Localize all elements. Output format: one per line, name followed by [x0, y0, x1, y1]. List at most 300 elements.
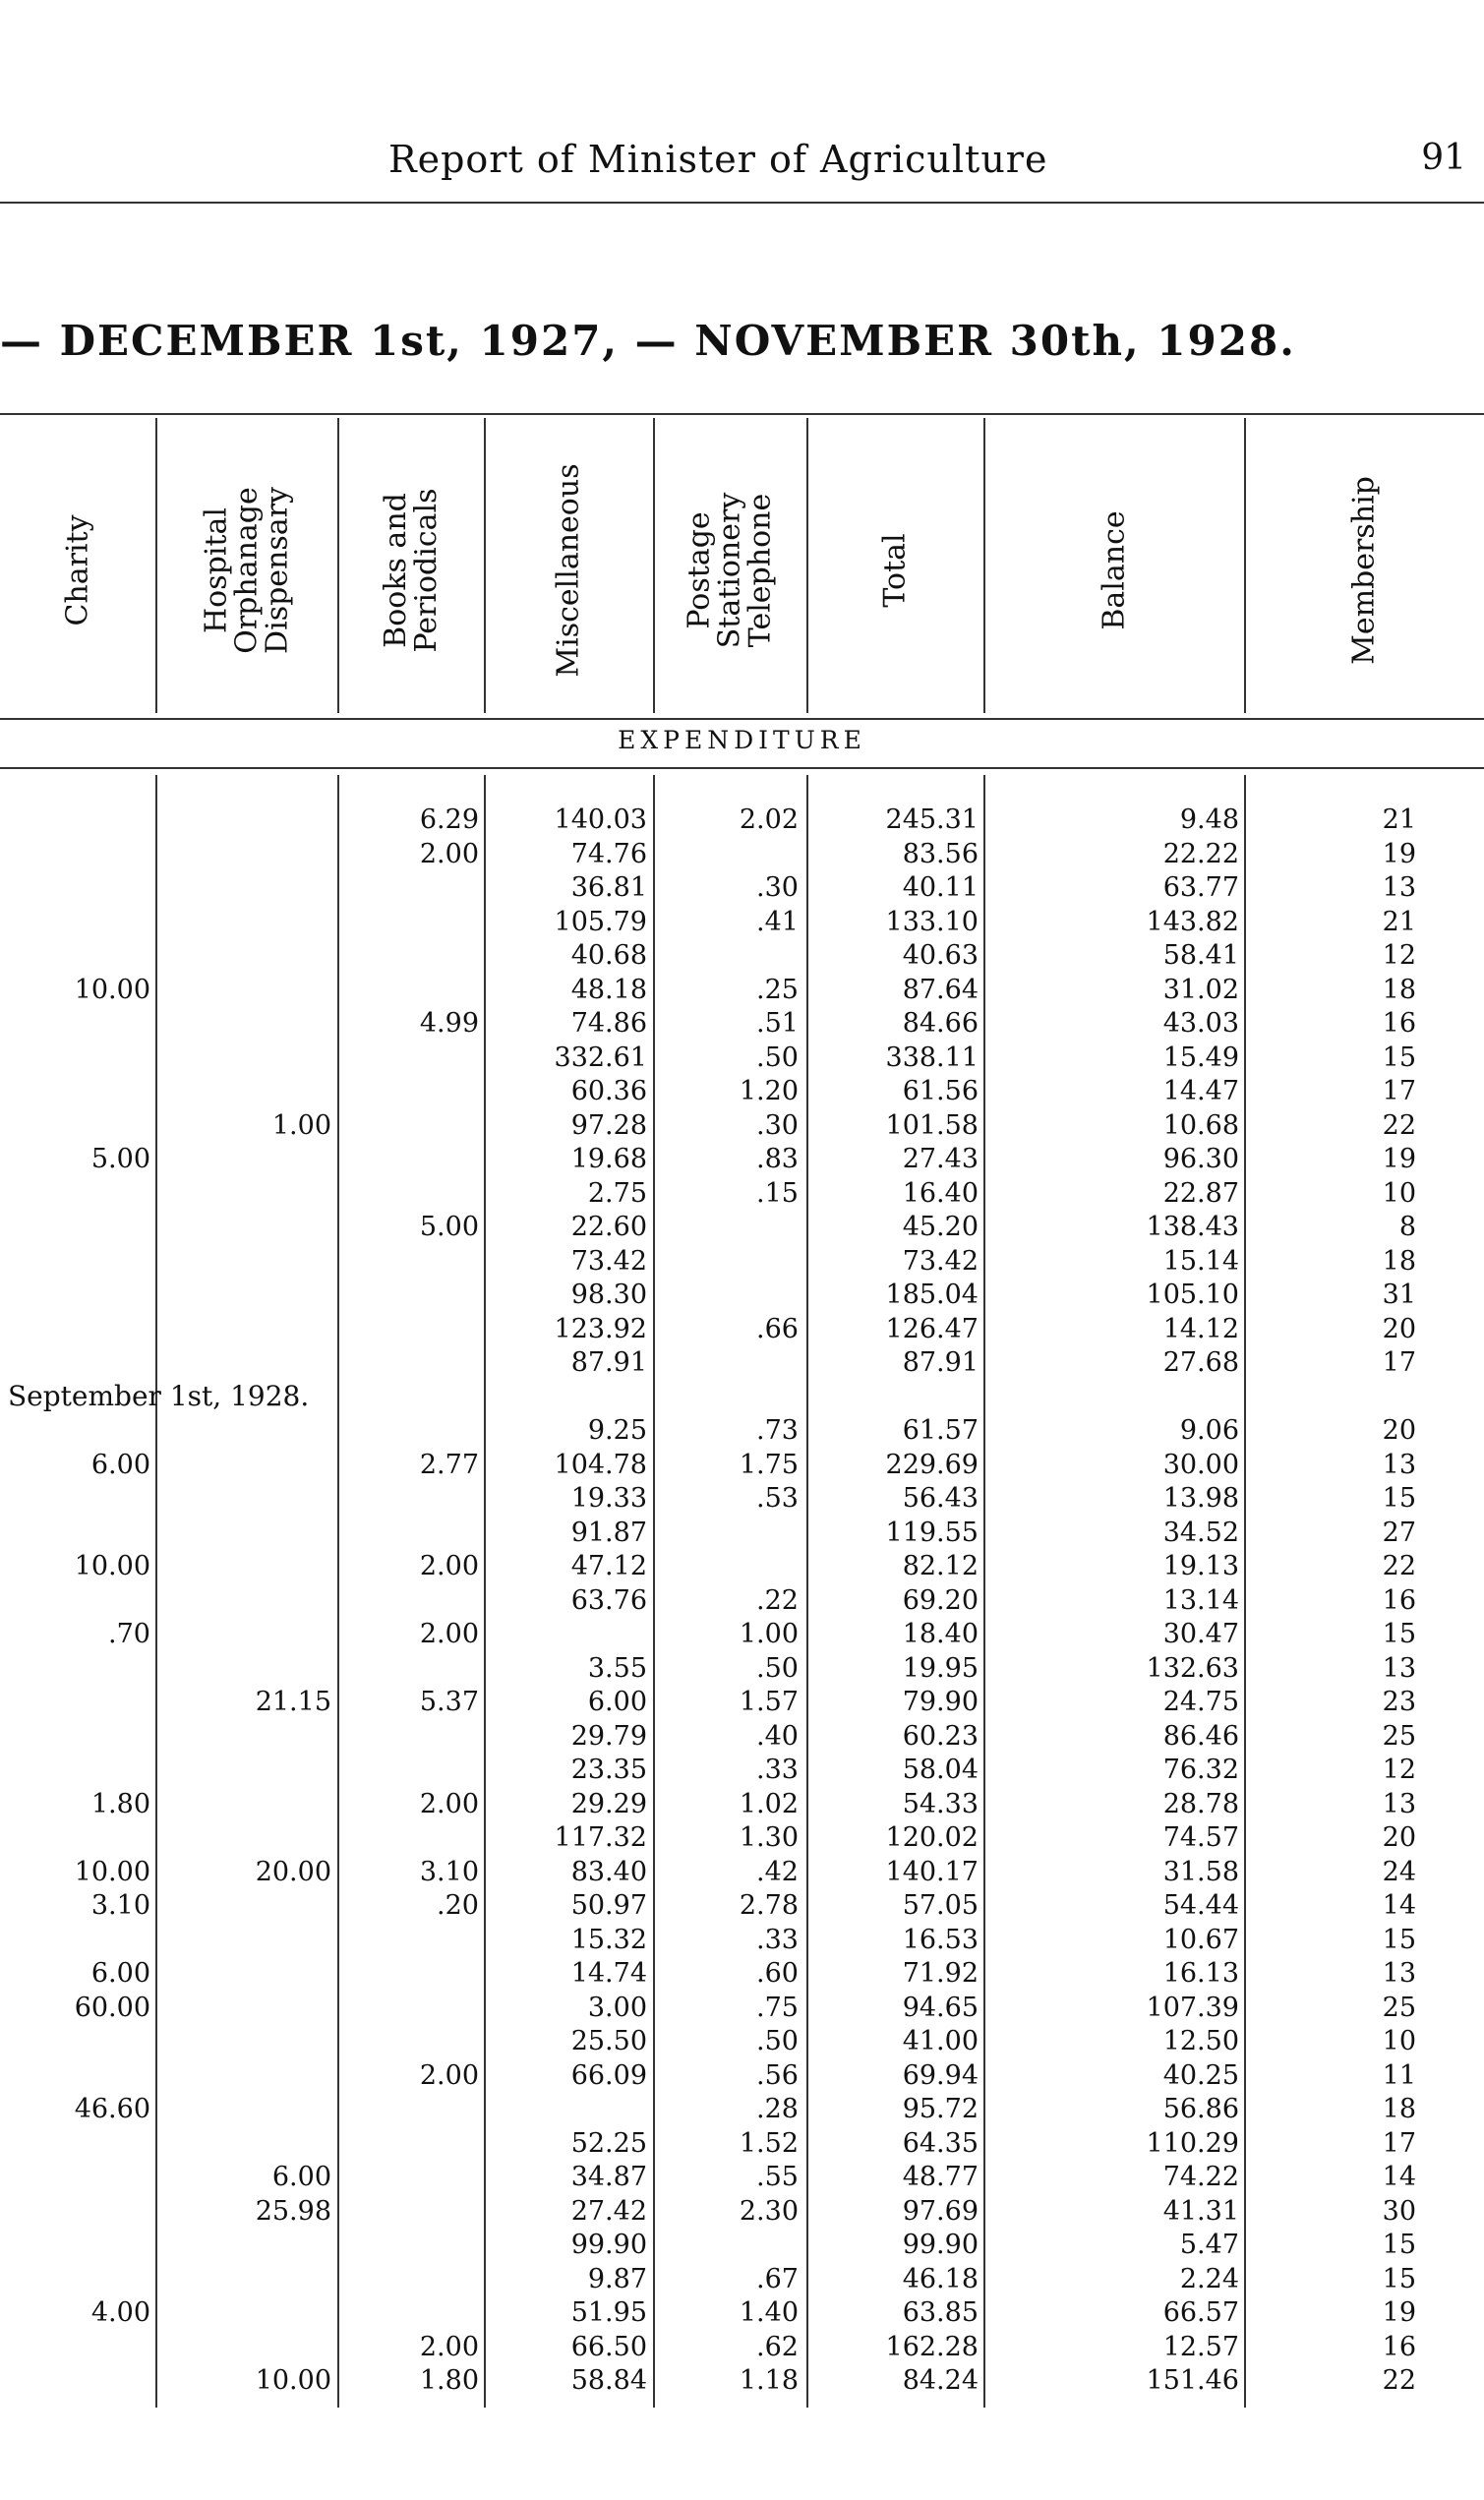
section-label: EXPENDITURE	[618, 726, 866, 754]
table-row	[0, 1789, 1484, 1823]
cell-membership: 13	[1382, 872, 1416, 903]
cell-postage: .40	[756, 1720, 799, 1752]
cell-balance: 9.48	[1179, 804, 1239, 835]
cell-balance: 34.52	[1162, 1517, 1239, 1548]
cell-membership: 24	[1382, 1856, 1416, 1887]
cell-balance: 151.46	[1146, 2365, 1239, 2396]
cell-membership: 12	[1382, 1755, 1416, 1785]
cell-miscellaneous: 29.79	[570, 1720, 647, 1752]
cell-balance: 10.67	[1162, 1924, 1239, 1955]
table-row	[0, 1076, 1484, 1110]
cell-postage: .33	[756, 1924, 799, 1955]
cell-hospital: 6.00	[271, 2162, 331, 2192]
cell-balance: 54.44	[1162, 1890, 1239, 1921]
cell-membership: 15	[1382, 1042, 1416, 1073]
cell-books: 5.00	[419, 1212, 479, 1242]
header-rule	[0, 202, 1484, 204]
cell-membership: 23	[1382, 1687, 1416, 1717]
table-row	[0, 2128, 1484, 2163]
cell-balance: 43.03	[1162, 1008, 1239, 1039]
cell-balance: 110.29	[1146, 2127, 1239, 2159]
cell-membership: 16	[1382, 2331, 1416, 2362]
cell-postage: .75	[756, 1992, 799, 2023]
cell-balance: 22.22	[1162, 838, 1239, 869]
cell-books: 2.00	[419, 1551, 479, 1581]
cell-balance: 28.78	[1162, 1788, 1239, 1819]
cell-balance: 30.47	[1162, 1619, 1239, 1649]
cell-total: 245.31	[885, 804, 979, 835]
cell-miscellaneous: 3.00	[587, 1992, 647, 2023]
cell-balance: 66.57	[1162, 2297, 1239, 2328]
table-row	[0, 2264, 1484, 2298]
cell-balance: 143.82	[1146, 906, 1239, 937]
cell-miscellaneous: 74.86	[570, 1008, 647, 1039]
cell-postage: 2.02	[739, 804, 799, 835]
cell-charity: 60.00	[74, 1992, 150, 2023]
cell-miscellaneous: 105.79	[554, 906, 647, 937]
cell-miscellaneous: 74.76	[570, 838, 647, 869]
cell-balance: 13.98	[1162, 1483, 1239, 1514]
cell-total: 56.43	[902, 1483, 979, 1514]
table-row	[0, 1450, 1484, 1484]
cell-postage: .30	[756, 1109, 799, 1141]
cell-postage: .73	[756, 1415, 799, 1446]
cell-balance: 56.86	[1162, 2094, 1239, 2124]
cell-charity: 6.00	[90, 1958, 150, 1989]
header-miscellaneous	[484, 423, 653, 718]
table-row	[0, 1483, 1484, 1518]
cell-total: 61.56	[902, 1076, 979, 1106]
cell-membership: 13	[1382, 1788, 1416, 1819]
cell-balance: 63.77	[1162, 872, 1239, 903]
table-row	[0, 1687, 1484, 1721]
page-title: Report of Minister of Agriculture	[388, 138, 1048, 181]
cell-total: 84.24	[902, 2365, 979, 2396]
cell-total: 73.42	[902, 1245, 979, 1277]
cell-miscellaneous: 63.76	[570, 1584, 647, 1616]
cell-membership: 21	[1382, 906, 1416, 937]
cell-books: 2.00	[419, 2059, 479, 2091]
cell-membership: 18	[1382, 1245, 1416, 1277]
cell-postage: .30	[756, 872, 799, 903]
header-column-rule	[806, 418, 808, 713]
cell-miscellaneous: 123.92	[554, 1313, 647, 1344]
cell-postage: 1.40	[739, 2297, 799, 2328]
cell-books: 2.77	[419, 1449, 479, 1480]
section-rule	[0, 767, 1484, 769]
cell-total: 27.43	[902, 1144, 979, 1174]
cell-charity: 10.00	[74, 1856, 150, 1887]
cell-membership: 8	[1398, 1212, 1416, 1242]
header-total-label: Total	[877, 533, 913, 608]
cell-miscellaneous: 25.50	[570, 2026, 647, 2056]
cell-balance: 31.58	[1162, 1856, 1239, 1887]
cell-balance: 27.68	[1162, 1347, 1239, 1378]
cell-postage: 1.02	[739, 1788, 799, 1819]
cell-miscellaneous: 99.90	[570, 2230, 647, 2260]
cell-total: 57.05	[902, 1890, 979, 1921]
cell-postage: .56	[756, 2059, 799, 2091]
cell-membership: 15	[1382, 1483, 1416, 1514]
cell-membership: 18	[1382, 974, 1416, 1005]
cell-postage: .15	[756, 1177, 799, 1209]
table-row	[0, 1890, 1484, 1925]
table-row	[0, 1008, 1484, 1042]
cell-balance: 12.57	[1162, 2331, 1239, 2362]
cell-total: 46.18	[902, 2263, 979, 2294]
cell-membership: 19	[1382, 838, 1416, 869]
cell-postage: .53	[756, 1483, 799, 1514]
cell-balance: 9.06	[1179, 1415, 1239, 1446]
cell-membership: 27	[1382, 1517, 1416, 1548]
table-row	[0, 1585, 1484, 1620]
cell-balance: 12.50	[1162, 2026, 1239, 2056]
cell-membership: 19	[1382, 1144, 1416, 1174]
cell-postage: 1.52	[739, 2127, 799, 2159]
cell-total: 95.72	[902, 2094, 979, 2124]
cell-balance: 10.68	[1162, 1109, 1239, 1141]
cell-miscellaneous: 91.87	[570, 1517, 647, 1548]
page-header	[0, 138, 1484, 197]
table-row	[0, 975, 1484, 1009]
table-row	[0, 907, 1484, 941]
cell-total: 69.94	[902, 2059, 979, 2091]
header-hospital-label: Hospital Orphanage Dispensary	[199, 487, 294, 654]
cell-postage: 1.75	[739, 1449, 799, 1480]
cell-charity: 1.80	[90, 1788, 150, 1819]
cell-membership: 12	[1382, 940, 1416, 971]
cell-total: 87.64	[902, 974, 979, 1005]
cell-miscellaneous: 98.30	[570, 1280, 647, 1310]
cell-postage: 2.30	[739, 2195, 799, 2227]
cell-miscellaneous: 47.12	[570, 1551, 647, 1581]
cell-total: 61.57	[902, 1415, 979, 1446]
cell-balance: 5.47	[1179, 2230, 1239, 2260]
cell-total: 120.02	[885, 1822, 979, 1853]
cell-postage: 2.78	[739, 1890, 799, 1921]
cell-charity: 6.00	[90, 1449, 150, 1480]
cell-hospital: 20.00	[255, 1856, 331, 1887]
cell-postage: .50	[756, 1042, 799, 1073]
cell-membership: 22	[1382, 2365, 1416, 2396]
table-row	[0, 1993, 1484, 2027]
cell-miscellaneous: 19.33	[570, 1483, 647, 1514]
cell-total: 19.95	[902, 1652, 979, 1684]
cell-membership: 16	[1382, 1008, 1416, 1039]
cell-balance: 76.32	[1162, 1755, 1239, 1785]
header-balance-label: Balance	[1097, 510, 1131, 630]
cell-postage: .51	[756, 1008, 799, 1039]
cell-membership: 20	[1382, 1415, 1416, 1446]
cell-total: 45.20	[902, 1212, 979, 1242]
cell-membership: 13	[1382, 1958, 1416, 1989]
cell-total: 229.69	[885, 1449, 979, 1480]
cell-membership: 11	[1382, 2059, 1416, 2091]
cell-miscellaneous: 87.91	[570, 1347, 647, 1378]
table-row	[0, 1314, 1484, 1348]
cell-balance: 96.30	[1162, 1144, 1239, 1174]
table-row	[0, 1518, 1484, 1552]
cell-miscellaneous: 73.42	[570, 1245, 647, 1277]
cell-charity: 10.00	[74, 974, 150, 1005]
table-row	[0, 2162, 1484, 2196]
cell-miscellaneous: 36.81	[570, 872, 647, 903]
cell-miscellaneous: 19.68	[570, 1144, 647, 1174]
cell-hospital: 25.98	[255, 2195, 331, 2227]
cell-hospital: 21.15	[255, 1687, 331, 1717]
cell-total: 40.63	[902, 940, 979, 971]
cell-total: 41.00	[902, 2026, 979, 2056]
cell-postage: .62	[756, 2331, 799, 2362]
cell-miscellaneous: 66.50	[570, 2331, 647, 2362]
cell-balance: 13.14	[1162, 1584, 1239, 1616]
cell-charity: 46.60	[74, 2094, 150, 2124]
table-row	[0, 1347, 1484, 1382]
cell-balance: 2.24	[1179, 2263, 1239, 2294]
table-row	[0, 2094, 1484, 2128]
table-row	[0, 1212, 1484, 1246]
cell-balance: 86.46	[1162, 1720, 1239, 1752]
table-row	[0, 804, 1484, 839]
cell-total: 133.10	[885, 906, 979, 937]
header-books-label: Books and Periodicals	[378, 488, 444, 653]
cell-balance: 107.39	[1146, 1992, 1239, 2023]
cell-balance: 24.75	[1162, 1687, 1239, 1717]
cell-books: 6.29	[419, 804, 479, 835]
cell-balance: 15.49	[1162, 1042, 1239, 1073]
table-row	[0, 2332, 1484, 2366]
cell-membership: 22	[1382, 1109, 1416, 1141]
cell-books: 2.00	[419, 1788, 479, 1819]
header-bottom-rule	[0, 718, 1484, 720]
cell-miscellaneous: 9.87	[587, 2263, 647, 2294]
cell-miscellaneous: 117.32	[554, 1822, 647, 1853]
header-charity-label: Charity	[60, 514, 95, 626]
header-column-rule	[983, 418, 985, 713]
cell-balance: 58.41	[1162, 940, 1239, 971]
cell-total: 97.69	[902, 2195, 979, 2227]
cell-charity: 10.00	[74, 1551, 150, 1581]
cell-membership: 15	[1382, 2263, 1416, 2294]
cell-total: 82.12	[902, 1551, 979, 1581]
cell-miscellaneous: 83.40	[570, 1856, 647, 1887]
date-note: September 1st, 1928.	[8, 1379, 310, 1412]
cell-miscellaneous: 6.00	[587, 1687, 647, 1717]
cell-miscellaneous: 66.09	[570, 2059, 647, 2091]
cell-total: 338.11	[885, 1042, 979, 1073]
header-postage	[653, 423, 806, 718]
cell-total: 60.23	[902, 1720, 979, 1752]
cell-miscellaneous: 14.74	[570, 1958, 647, 1989]
cell-total: 79.90	[902, 1687, 979, 1717]
cell-membership: 17	[1382, 2127, 1416, 2159]
cell-miscellaneous: 34.87	[570, 2162, 647, 2192]
cell-total: 87.91	[902, 1347, 979, 1378]
cell-membership: 13	[1382, 1449, 1416, 1480]
cell-balance: 14.47	[1162, 1076, 1239, 1106]
cell-total: 101.58	[885, 1109, 979, 1141]
cell-total: 16.40	[902, 1177, 979, 1209]
cell-miscellaneous: 40.68	[570, 940, 647, 971]
cell-books: 4.99	[419, 1008, 479, 1039]
cell-miscellaneous: 23.35	[570, 1755, 647, 1785]
cell-miscellaneous: 104.78	[554, 1449, 647, 1480]
cell-total: 99.90	[902, 2230, 979, 2260]
cell-postage: .66	[756, 1313, 799, 1344]
cell-membership: 14	[1382, 2162, 1416, 2192]
cell-miscellaneous: 9.25	[587, 1415, 647, 1446]
table-row	[0, 2230, 1484, 2264]
table-row	[0, 1822, 1484, 1857]
cell-miscellaneous: 332.61	[554, 1042, 647, 1073]
header-column-rule	[484, 418, 486, 713]
cell-balance: 19.13	[1162, 1551, 1239, 1581]
page-number: 91	[1421, 138, 1466, 178]
cell-membership: 25	[1382, 1720, 1416, 1752]
cell-miscellaneous: 52.25	[570, 2127, 647, 2159]
header-hospital	[155, 423, 337, 718]
cell-membership: 21	[1382, 804, 1416, 835]
cell-books: 3.10	[419, 1856, 479, 1887]
cell-balance: 22.87	[1162, 1177, 1239, 1209]
cell-membership: 10	[1382, 1177, 1416, 1209]
cell-postage: 1.57	[739, 1687, 799, 1717]
cell-membership: 31	[1382, 1280, 1416, 1310]
cell-membership: 19	[1382, 2297, 1416, 2328]
cell-postage: 1.18	[739, 2365, 799, 2396]
cell-postage: .28	[756, 2094, 799, 2124]
table-row	[0, 1042, 1484, 1077]
cell-hospital: 10.00	[255, 2365, 331, 2396]
cell-total: 63.85	[902, 2297, 979, 2328]
cell-postage: .67	[756, 2263, 799, 2294]
cell-membership: 13	[1382, 1652, 1416, 1684]
table-row	[0, 940, 1484, 975]
table-row	[0, 2365, 1484, 2400]
cell-total: 84.66	[902, 1008, 979, 1039]
table-top-rule	[0, 413, 1484, 415]
cell-charity: .70	[108, 1619, 150, 1649]
cell-postage: .33	[756, 1755, 799, 1785]
cell-total: 162.28	[885, 2331, 979, 2362]
cell-total: 64.35	[902, 2127, 979, 2159]
cell-membership: 30	[1382, 2195, 1416, 2227]
cell-total: 54.33	[902, 1788, 979, 1819]
cell-postage: .50	[756, 1652, 799, 1684]
cell-balance: 30.00	[1162, 1449, 1239, 1480]
table-row	[0, 2196, 1484, 2231]
cell-membership: 17	[1382, 1076, 1416, 1106]
cell-total: 185.04	[885, 1280, 979, 1310]
cell-total: 58.04	[902, 1755, 979, 1785]
cell-charity: 4.00	[90, 2297, 150, 2328]
cell-membership: 20	[1382, 1822, 1416, 1853]
table-row	[0, 1925, 1484, 1959]
cell-total: 40.11	[902, 872, 979, 903]
cell-postage: 1.20	[739, 1076, 799, 1106]
header-column-rule	[1244, 418, 1246, 713]
cell-miscellaneous: 60.36	[570, 1076, 647, 1106]
cell-membership: 25	[1382, 1992, 1416, 2023]
cell-balance: 105.10	[1146, 1280, 1239, 1310]
table-row	[0, 2060, 1484, 2095]
cell-balance: 14.12	[1162, 1313, 1239, 1344]
cell-membership: 15	[1382, 1619, 1416, 1649]
cell-balance: 132.63	[1146, 1652, 1239, 1684]
header-total	[806, 423, 983, 718]
header-membership	[1244, 423, 1484, 718]
cell-total: 83.56	[902, 838, 979, 869]
cell-miscellaneous: 140.03	[554, 804, 647, 835]
table-row	[0, 1280, 1484, 1314]
cell-postage: .83	[756, 1144, 799, 1174]
cell-balance: 40.25	[1162, 2059, 1239, 2091]
cell-postage: .60	[756, 1958, 799, 1989]
header-books	[337, 423, 484, 718]
cell-miscellaneous: 15.32	[570, 1924, 647, 1955]
cell-balance: 41.31	[1162, 2195, 1239, 2227]
cell-membership: 22	[1382, 1551, 1416, 1581]
cell-postage: .41	[756, 906, 799, 937]
cell-miscellaneous: 27.42	[570, 2195, 647, 2227]
table-row	[0, 1551, 1484, 1585]
header-column-rule	[337, 418, 339, 713]
cell-charity: 5.00	[90, 1144, 150, 1174]
cell-postage: 1.00	[739, 1619, 799, 1649]
cell-total: 119.55	[885, 1517, 979, 1548]
cell-miscellaneous: 51.95	[570, 2297, 647, 2328]
cell-membership: 15	[1382, 2230, 1416, 2260]
cell-books: .20	[437, 1890, 479, 1921]
table-row	[0, 872, 1484, 907]
cell-total: 140.17	[885, 1856, 979, 1887]
cell-membership: 17	[1382, 1347, 1416, 1378]
table-row	[0, 1110, 1484, 1145]
cell-total: 18.40	[902, 1619, 979, 1649]
cell-charity: 3.10	[90, 1890, 150, 1921]
cell-miscellaneous: 29.29	[570, 1788, 647, 1819]
cell-total: 16.53	[902, 1924, 979, 1955]
table-row	[0, 1721, 1484, 1756]
table-row	[0, 1619, 1484, 1653]
cell-postage: .50	[756, 2026, 799, 2056]
cell-membership: 15	[1382, 1924, 1416, 1955]
cell-postage: .25	[756, 974, 799, 1005]
table-row	[0, 1144, 1484, 1178]
table-row	[0, 1246, 1484, 1280]
table-row	[0, 839, 1484, 873]
cell-membership: 20	[1382, 1313, 1416, 1344]
table-row	[0, 2026, 1484, 2060]
cell-total: 48.77	[902, 2162, 979, 2192]
table-row	[0, 1415, 1484, 1450]
cell-total: 69.20	[902, 1584, 979, 1616]
cell-postage: .42	[756, 1856, 799, 1887]
cell-balance: 138.43	[1146, 1212, 1239, 1242]
header-column-rule	[155, 418, 157, 713]
cell-membership: 14	[1382, 1890, 1416, 1921]
cell-books: 1.80	[419, 2365, 479, 2396]
table-row	[0, 1653, 1484, 1688]
cell-postage: .22	[756, 1584, 799, 1616]
header-charity	[0, 423, 155, 718]
cell-balance: 16.13	[1162, 1958, 1239, 1989]
header-balance	[983, 423, 1244, 718]
cell-books: 5.37	[419, 1687, 479, 1717]
cell-total: 94.65	[902, 1992, 979, 2023]
table-row	[0, 1958, 1484, 1993]
cell-membership: 10	[1382, 2026, 1416, 2056]
